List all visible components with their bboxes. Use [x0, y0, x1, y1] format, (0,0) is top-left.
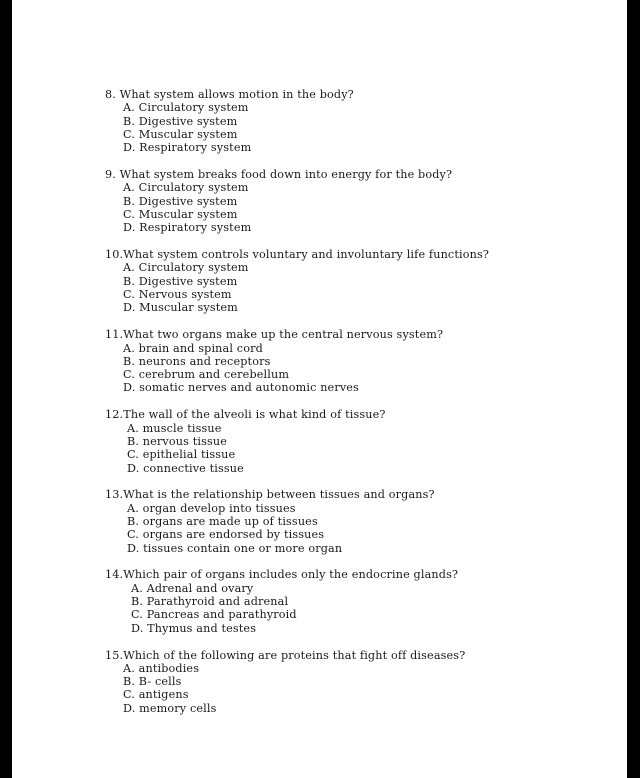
answer-options [105, 662, 525, 715]
answer-option: D. tissues contain one or more organ [127, 541, 343, 555]
question-8 [105, 88, 525, 154]
question-stem: 8. What system allows motion in the body? [105, 88, 354, 101]
answer-option: A. organ develop into tissues [127, 501, 296, 515]
answer-option: B. Parathyroid and adrenal [131, 595, 289, 609]
question-stem: 9. What system breaks food down into energy for the body? [105, 168, 453, 182]
answer-option: B. B- cells [123, 675, 182, 689]
answer-option: C. Pancreas and parathyroid [131, 608, 297, 622]
answer-option: B. Digestive system [123, 114, 238, 128]
question-10 [105, 248, 525, 314]
answer-option: D. Muscular system [123, 301, 238, 315]
answer-option: D. Thymus and testes [131, 621, 257, 635]
question-stem: 11.What two organs make up the central nervous system? [105, 328, 444, 342]
answer-option: C. Nervous system [123, 288, 232, 302]
answer-options [105, 101, 525, 154]
question-12 [105, 408, 525, 474]
question-15 [105, 649, 525, 715]
answer-option: C. antigens [123, 688, 189, 702]
question-stem: 15.Which of the following are proteins that fight off diseases? [105, 648, 466, 662]
answer-option: D. somatic nerves and autonomic nerves [123, 381, 359, 395]
answer-option: B. neurons and receptors [123, 354, 271, 368]
question-stem: 12.The wall of the alveoli is what kind of tissue? [105, 408, 386, 422]
question-stem: 13.What is the relationship between tissues and organs? [105, 488, 435, 502]
answer-options [105, 502, 525, 555]
answer-option: D. Respiratory system [123, 221, 252, 235]
question-stem: 10.What system controls voluntary and involuntary life functions? [105, 248, 490, 262]
answer-option: C. organs are endorsed by tissues [127, 528, 325, 542]
answer-option: C. Muscular system [123, 207, 238, 221]
question-list [105, 88, 525, 729]
answer-option: A. muscle tissue [127, 421, 222, 435]
question-11 [105, 328, 525, 394]
answer-option: A. Circulatory system [123, 181, 249, 195]
answer-option: B. Digestive system [123, 274, 238, 288]
answer-option: C. cerebrum and cerebellum [123, 368, 290, 382]
answer-option: D. connective tissue [127, 461, 244, 475]
answer-options [105, 422, 525, 475]
answer-options [105, 582, 525, 635]
document-page [12, 0, 627, 778]
answer-option: B. Digestive system [123, 194, 238, 208]
answer-option: A. Circulatory system [123, 261, 249, 275]
answer-option: A. Adrenal and ovary [131, 581, 254, 595]
question-stem: 14.Which pair of organs includes only the endocrine glands? [105, 568, 459, 582]
answer-option: A. Circulatory system [123, 101, 249, 115]
answer-options [105, 342, 525, 395]
answer-option: A. brain and spinal cord [123, 341, 263, 355]
answer-options [105, 261, 525, 314]
question-9 [105, 168, 525, 234]
answer-options [105, 181, 525, 234]
answer-option: B. nervous tissue [127, 434, 227, 448]
question-14 [105, 568, 525, 634]
answer-option: D. memory cells [123, 701, 217, 715]
answer-option: B. organs are made up of tissues [127, 514, 318, 528]
answer-option: D. Respiratory system [123, 141, 252, 155]
answer-option: A. antibodies [123, 661, 200, 675]
answer-option: C. epithelial tissue [127, 448, 236, 462]
question-13 [105, 488, 525, 554]
answer-option: C. Muscular system [123, 127, 238, 141]
